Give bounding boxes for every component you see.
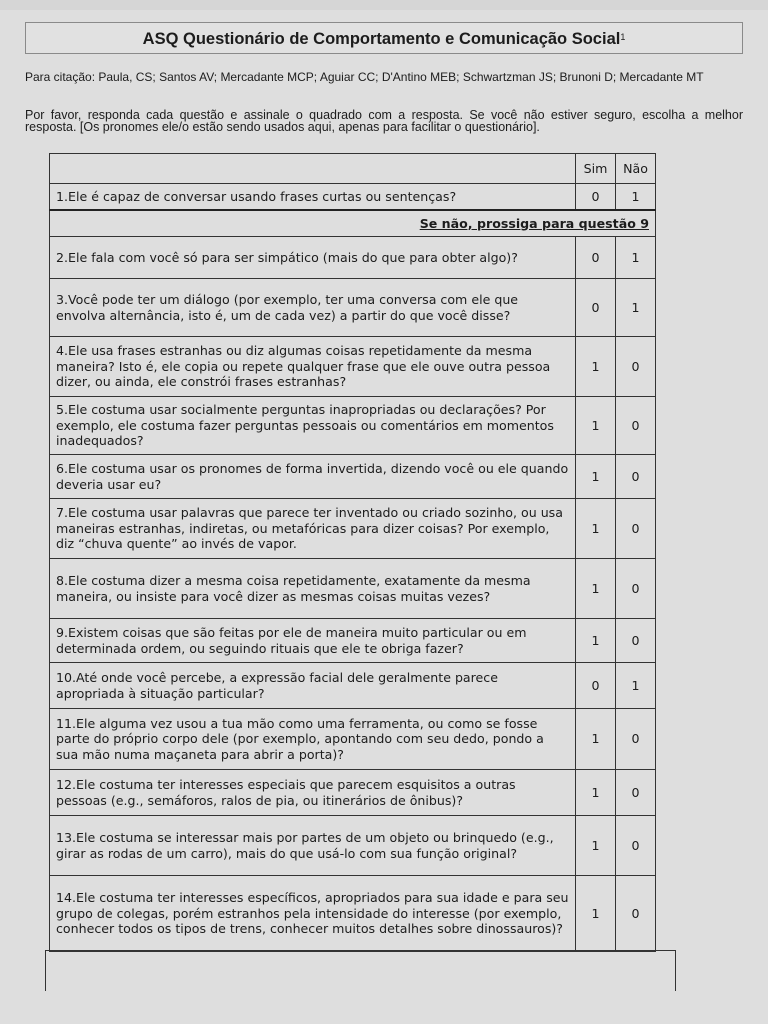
answer-sim-box[interactable]: 1 bbox=[576, 709, 616, 770]
question-text: 7.Ele costuma usar palavras que parece ter inventado ou criado sozinho, ou usa maneiras estranhas, indiretas, ou metafóricas para dizer coisas? Por exemplo, diz “chuva quente” ao invés de vapor. bbox=[50, 499, 576, 559]
answer-sim-box[interactable]: 1 bbox=[576, 499, 616, 559]
question-text: 5.Ele costuma usar socialmente perguntas inapropriadas ou declarações? Por exemplo, ele costuma fazer perguntas pessoais ou comentários em momentos inadequados? bbox=[50, 397, 576, 455]
answer-sim-box[interactable]: 1 bbox=[576, 619, 616, 663]
answer-nao-box[interactable]: 1 bbox=[616, 184, 656, 210]
question-text: 8.Ele costuma dizer a mesma coisa repetidamente, exatamente da mesma maneira, ou insiste para você dizer as mesmas coisas muitas vezes? bbox=[50, 559, 576, 619]
question-text: 6.Ele costuma usar os pronomes de forma invertida, dizendo você ou ele quando deveria usar eu? bbox=[50, 455, 576, 499]
question-row-7 bbox=[50, 499, 656, 559]
answer-sim-box[interactable]: 0 bbox=[576, 184, 616, 210]
answer-nao-box[interactable]: 1 bbox=[616, 237, 656, 279]
question-text: 2.Ele fala com você só para ser simpático (mais do que para obter algo)? bbox=[50, 237, 576, 279]
question-row-12 bbox=[50, 770, 656, 816]
question-row-2 bbox=[50, 237, 656, 279]
answer-nao-box[interactable]: 0 bbox=[616, 455, 656, 499]
skip-row bbox=[50, 210, 656, 237]
question-row-9 bbox=[50, 619, 656, 663]
question-text: 10.Até onde você percebe, a expressão facial dele geralmente parece apropriada à situação particular? bbox=[50, 663, 576, 709]
table-continuation bbox=[45, 950, 676, 991]
skip-note: Se não, prossiga para questão 9 bbox=[50, 210, 656, 237]
answer-sim-box[interactable]: 0 bbox=[576, 237, 616, 279]
answer-nao-box[interactable]: 0 bbox=[616, 397, 656, 455]
question-row-11 bbox=[50, 709, 656, 770]
question-row-10 bbox=[50, 663, 656, 709]
header-nao: Não bbox=[616, 154, 656, 184]
question-text: 11.Ele alguma vez usou a tua mão como uma ferramenta, ou como se fosse parte do próprio corpo dele (por exemplo, apontando com seu dedo, pondo a sua mão numa maçaneta para abrir a porta)? bbox=[50, 709, 576, 770]
instructions: Por favor, responda cada questão e assinale o quadrado com a resposta. Se você não estiver seguro, escolha a melhor resposta. [Os pronomes ele/o estão sendo usados aqui, apenas para facilitar o questionário]. bbox=[25, 108, 743, 134]
header-blank bbox=[50, 154, 576, 184]
question-text: 3.Você pode ter um diálogo (por exemplo, ter uma conversa com ele que envolva alternância, isto é, um de cada vez) a partir do que você disse? bbox=[50, 279, 576, 337]
answer-nao-box[interactable]: 1 bbox=[616, 663, 656, 709]
answer-nao-box[interactable]: 0 bbox=[616, 499, 656, 559]
question-row-8 bbox=[50, 559, 656, 619]
question-text: 9.Existem coisas que são feitas por ele de maneira muito particular ou em determinada ordem, ou seguindo rituais que ele te obriga fazer? bbox=[50, 619, 576, 663]
title-box bbox=[25, 22, 743, 54]
title-text: ASQ Questionário de Comportamento e Comunicação Social bbox=[142, 30, 621, 48]
answer-sim-box[interactable]: 1 bbox=[576, 455, 616, 499]
questions-table bbox=[49, 153, 656, 952]
answer-nao-box[interactable]: 0 bbox=[616, 770, 656, 816]
page-title bbox=[26, 23, 742, 55]
question-text: 4.Ele usa frases estranhas ou diz algumas coisas repetidamente da mesma maneira? Isto é, ele copia ou repete qualquer frase que ele ouve outra pessoa dizer, ou ainda, ele constrói frases estranhas? bbox=[50, 337, 576, 397]
footnote-marker: 1 bbox=[620, 32, 626, 42]
answer-nao-box[interactable]: 1 bbox=[616, 279, 656, 337]
question-row-14 bbox=[50, 876, 656, 952]
answer-sim-box[interactable]: 1 bbox=[576, 397, 616, 455]
question-row-6 bbox=[50, 455, 656, 499]
answer-sim-box[interactable]: 1 bbox=[576, 876, 616, 952]
header-sim: Sim bbox=[576, 154, 616, 184]
question-row-3 bbox=[50, 279, 656, 337]
question-text: 13.Ele costuma se interessar mais por partes de um objeto ou brinquedo (e.g., girar as rodas de um carro), mais do que usá-lo com sua função original? bbox=[50, 816, 576, 876]
question-row-4 bbox=[50, 337, 656, 397]
question-text: 14.Ele costuma ter interesses específicos, apropriados para sua idade e para seu grupo de colegas, porém estranhos pela intensidade do interesse (por exemplo, conhecer todos os tipos de trens, conhecer muitos detalhes sobre dinossauros)? bbox=[50, 876, 576, 952]
question-row-13 bbox=[50, 816, 656, 876]
answer-sim-box[interactable]: 1 bbox=[576, 559, 616, 619]
question-row-1 bbox=[50, 184, 656, 210]
question-text: 1.Ele é capaz de conversar usando frases curtas ou sentenças? bbox=[50, 184, 576, 210]
answer-nao-box[interactable]: 0 bbox=[616, 876, 656, 952]
answer-sim-box[interactable]: 1 bbox=[576, 816, 616, 876]
header-row bbox=[50, 154, 656, 184]
answer-nao-box[interactable]: 0 bbox=[616, 559, 656, 619]
answer-nao-box[interactable]: 0 bbox=[616, 709, 656, 770]
answer-nao-box[interactable]: 0 bbox=[616, 816, 656, 876]
answer-nao-box[interactable]: 0 bbox=[616, 337, 656, 397]
question-row-5 bbox=[50, 397, 656, 455]
citation: Para citação: Paula, CS; Santos AV; Mercadante MCP; Aguiar CC; D'Antino MEB; Schwartzman JS; Brunoni D; Mercadante MT bbox=[25, 70, 704, 84]
answer-sim-box[interactable]: 0 bbox=[576, 663, 616, 709]
answer-sim-box[interactable]: 0 bbox=[576, 279, 616, 337]
answer-sim-box[interactable]: 1 bbox=[576, 337, 616, 397]
answer-nao-box[interactable]: 0 bbox=[616, 619, 656, 663]
question-text: 12.Ele costuma ter interesses especiais que parecem esquisitos a outras pessoas (e.g., semáforos, ralos de pia, ou itinerários de ônibus)? bbox=[50, 770, 576, 816]
answer-sim-box[interactable]: 1 bbox=[576, 770, 616, 816]
